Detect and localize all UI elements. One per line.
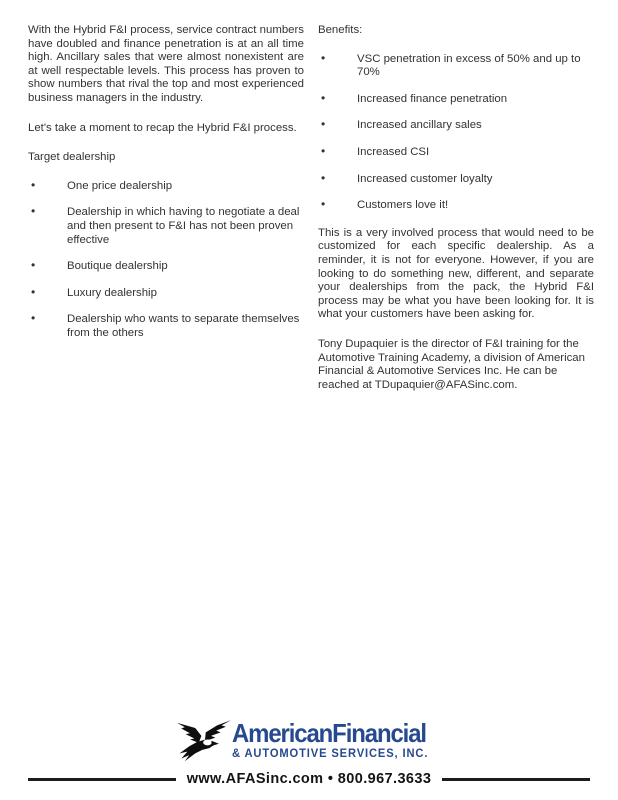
list-item-label: Luxury dealership [67,286,157,299]
bullet-icon: • [31,204,36,219]
list-item-label: Increased finance penetration [357,92,508,105]
benefits-list [318,50,594,213]
bullet-icon: • [321,170,326,185]
list-item-label: Boutique dealership [67,260,168,273]
bullet-icon: • [321,90,326,105]
list-item-label: Dealership in which having to negotiate a deal and then present to F&I has not been proven effective [67,206,300,246]
recap-paragraph: Let's take a moment to recap the Hybrid F&I process. [28,121,297,134]
bullet-icon: • [321,50,326,65]
list-item [318,90,594,107]
list-item-label: VSC penetration in excess of 50% and up to 70% [357,52,581,79]
list-item-label: Dealership who wants to separate themselves from the others [67,313,300,339]
list-item [28,260,304,274]
list-item [28,206,304,247]
brand-text [232,720,443,760]
benefits-heading: Benefits: [318,24,363,36]
contact-row [0,771,618,787]
bullet-icon: • [321,117,326,132]
company-logo-footer [0,720,618,787]
list-item [318,143,594,160]
bullet-icon: • [31,284,36,299]
list-item-label: Customers love it! [357,199,449,212]
brand-subtitle: & AUTOMOTIVE SERVICES, INC. [231,748,428,760]
list-item-label: Increased ancillary sales [357,119,482,132]
intro-paragraph: With the Hybrid F&I process, service contract numbers have doubled and finance penetration is at an all time high. Ancillary sales that were almost nonexistent are at well respectable levels. This process has proven to show numbers that rival the top and most experienced business managers in the industry. [28,24,304,104]
left-rule [28,778,176,781]
right-rule [442,778,590,781]
bullet-icon: • [321,143,326,158]
list-item [318,199,594,213]
bullet-icon: • [321,197,326,212]
list-item [28,313,304,340]
contact-line: www.AFASinc.com • 800.967.3633 [186,771,432,787]
list-item-label: One price dealership [67,179,173,192]
list-item [318,170,594,187]
target-dealership-list [28,177,304,341]
list-item [28,177,304,194]
summary-paragraph: This is a very involved process that would need to be customized for each specific dealership. As a reminder, it is not for everyone. However, if you are looking to do something new, different, and separate your dealerships from the pack, the Hybrid F&I process may be what you have been looking for. It is what your customers have been asking for. [318,226,594,321]
brand-name: AmericanFinancial [231,718,426,748]
brand-row [0,720,618,766]
bullet-icon: • [31,311,36,326]
list-item [318,119,594,133]
author-bio-paragraph: Tony Dupaquier is the director of F&I training for the Automotive Training Academy, a division of American Financial & Automotive Services Inc. He can be reached at TDupaquier@AFASinc.com. [318,337,585,391]
list-item-label: Increased customer loyalty [357,172,493,185]
target-dealership-heading: Target dealership [28,151,116,164]
right-column [318,24,594,408]
list-item-label: Increased CSI [357,145,430,158]
eagle-icon [176,718,232,766]
bullet-icon: • [31,258,36,273]
bullet-icon: • [31,177,36,192]
list-item [28,284,304,301]
list-item [318,50,594,80]
left-column [28,24,304,408]
